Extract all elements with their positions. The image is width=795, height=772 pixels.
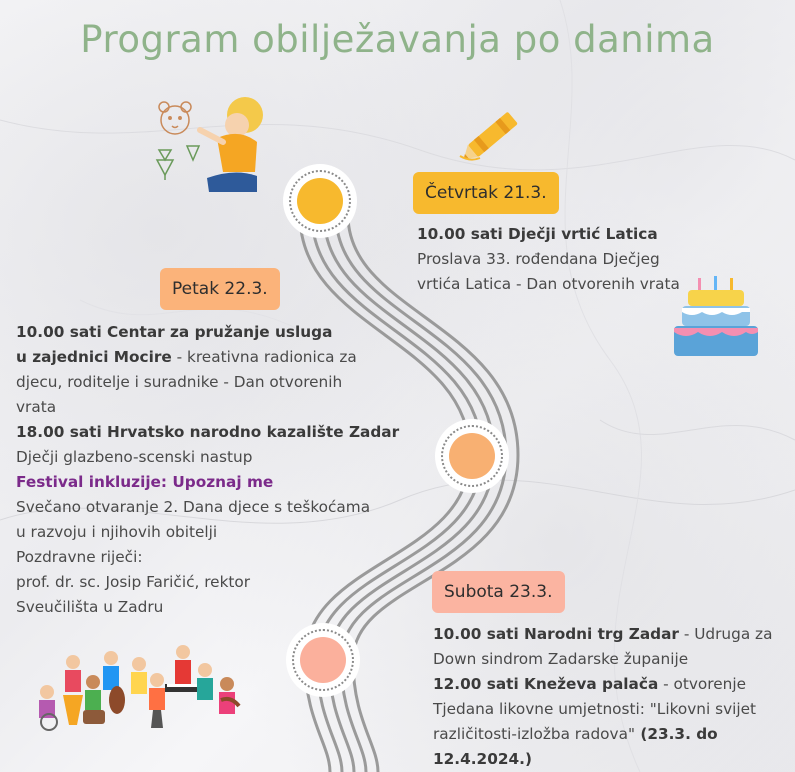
birthday-cake-icon [672,274,760,362]
saturday-line: - otvorenje [658,675,746,693]
friday-venue: u zajednici Mocire [16,348,172,366]
festival-title: Festival inkluzije: Upoznaj me [16,473,274,491]
thursday-text [417,222,680,297]
timeline-marker-saturday [288,625,358,695]
friday-line: - kreativna radionica za [171,348,357,366]
friday-event-title: 10.00 sati Centar za pružanje usluga [16,323,333,341]
friday-line: Svečano otvaranje 2. Dana djece s teškoćama [16,498,371,516]
thursday-event-title: 10.00 sati Dječji vrtić Latica [417,225,658,243]
saturday-line: različitosti-izložba radova" [433,725,636,743]
thursday-line: vrtića Latica - Dan otvorenih vrata [417,275,680,293]
saturday-line: Tjedana likovne umjetnosti: "Likovni svijet [433,700,757,718]
friday-line: prof. dr. sc. Josip Faričić, rektor [16,573,251,591]
children-music-illustration [33,640,243,732]
friday-line: vrata [16,398,57,416]
page-title: Program obilježavanja po danima [80,18,715,61]
friday-line: Sveučilišta u Zadru [16,598,164,616]
crayon-icon [452,98,534,168]
child-drawing-illustration [145,80,265,198]
friday-tag: Petak 22.3. [160,268,280,310]
friday-line: djecu, roditelje i suradnike - Dan otvorenih [16,373,343,391]
timeline-marker-friday [437,421,507,491]
thursday-tag: Četvrtak 21.3. [413,172,559,214]
friday-line: Pozdravne riječi: [16,548,143,566]
saturday-line: Down sindrom Zadarske županije [433,650,689,668]
saturday-tag: Subota 23.3. [432,571,565,613]
saturday-date: (23.3. do [635,725,718,743]
saturday-event-title: 10.00 sati Narodni trg Zadar [433,625,679,643]
saturday-text [433,622,772,772]
saturday-event-title: 12.00 sati Kneževa palača [433,675,659,693]
friday-event-title: 18.00 sati Hrvatsko narodno kazalište Zadar [16,423,400,441]
saturday-date: 12.4.2024.) [433,750,532,768]
friday-line: u razvoju i njihovih obitelji [16,523,218,541]
thursday-line: Proslava 33. rođendana Dječjeg [417,250,660,268]
timeline-marker-thursday [285,166,355,236]
saturday-line: - Udruga za [678,625,773,643]
friday-line: Dječji glazbeno-scenski nastup [16,448,253,466]
friday-text [16,320,399,620]
